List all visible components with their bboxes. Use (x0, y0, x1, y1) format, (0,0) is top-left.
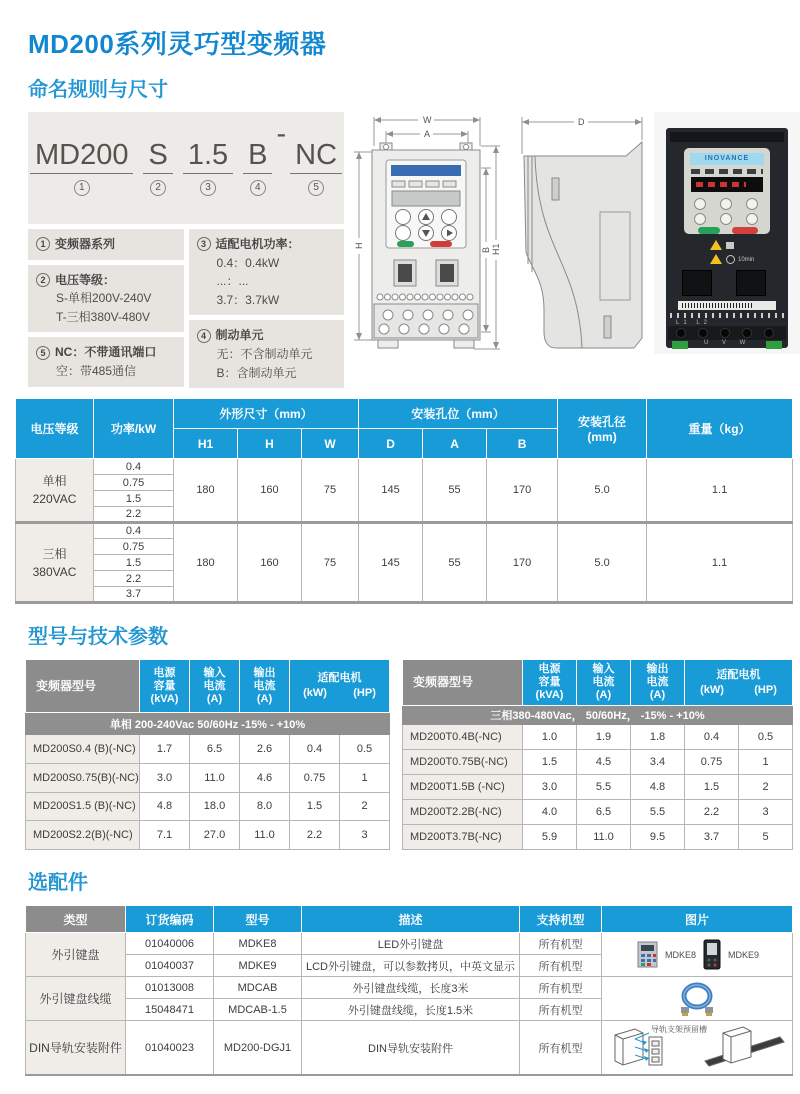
green-connector (766, 341, 782, 349)
value-cell: 5.9 (523, 825, 577, 850)
col-header-output: 输出 电流 (A) (631, 660, 685, 706)
model-cell: MDKE9 (214, 955, 302, 977)
stop-button-red (430, 241, 452, 247)
code-cell: 01040006 (126, 933, 214, 955)
barcode-lines (682, 303, 752, 308)
spec-table-three-phase (402, 659, 793, 850)
col-header-d: D (359, 429, 423, 459)
page-title: MD200系列灵巧型变频器 (28, 29, 327, 59)
naming-legend (28, 229, 344, 388)
power-cell: 1.5 (94, 555, 174, 571)
legend-brake (189, 320, 345, 388)
w-cell: 75 (302, 459, 359, 523)
col-header-type: 类型 (26, 906, 126, 933)
value-cell: 0.5 (340, 735, 390, 764)
status-indicators (691, 169, 763, 174)
value-cell: 1.5 (523, 750, 577, 775)
duration-label: 10min (738, 257, 755, 263)
table-row (403, 825, 793, 850)
legend-title: 变频器系列 (55, 237, 116, 251)
support-cell: 所有机型 (520, 933, 602, 955)
value-cell: 2.6 (240, 735, 290, 764)
col-header-output: 输出 电流 (A) (240, 660, 290, 713)
value-cell: 1.0 (523, 725, 577, 750)
col-header-holes: 安装孔位（mm） (359, 399, 558, 429)
code-cell: 01040037 (126, 955, 214, 977)
value-cell: 4.0 (523, 800, 577, 825)
model-cell: MDCAB (214, 977, 302, 999)
col-header-a: A (423, 429, 487, 459)
brand-label: INOVANCE (690, 153, 764, 165)
value-cell: 2 (739, 775, 793, 800)
value-cell: 0.4 (685, 725, 739, 750)
value-cell: 2 (340, 792, 390, 821)
table-row (26, 821, 390, 850)
segment-number: 3 (200, 180, 216, 196)
support-cell: 所有机型 (520, 955, 602, 977)
clock-icon (726, 255, 735, 264)
naming-segment (290, 140, 342, 196)
col-header-motor: 适配电机 (kW) (HP) (685, 660, 793, 706)
run-button-green (397, 241, 414, 247)
keypad-button (694, 198, 706, 210)
mdke9-keypad-image (700, 939, 724, 971)
value-cell: 4.8 (631, 775, 685, 800)
col-header-supported: 支持机型 (520, 906, 602, 933)
value-cell: 0.75 (290, 763, 340, 792)
value-cell: 11.0 (240, 821, 290, 850)
code-cell: 01013008 (126, 977, 214, 999)
keypad-button (720, 198, 732, 210)
book-icon (726, 242, 734, 249)
power-cell: 1.5 (94, 491, 174, 507)
segment-text: 1.5 (183, 140, 233, 174)
d-cell: 145 (359, 459, 423, 523)
model-cell: MD200T2.2B(-NC) (403, 800, 523, 825)
model-cell: MD200-DGJ1 (214, 1021, 302, 1076)
col-header-input: 输入 电流 (A) (577, 660, 631, 706)
mdke8-image-label: MDKE8 (664, 949, 696, 960)
din-rail-mounting-image (605, 1021, 790, 1071)
desc-cell: LED外引键盘 (302, 933, 520, 955)
col-header-model: 变频器型号 (26, 660, 140, 713)
value-cell: 8.0 (240, 792, 290, 821)
value-cell: 4.6 (240, 763, 290, 792)
model-cell: MDCAB-1.5 (214, 999, 302, 1021)
front-view-drawing (350, 112, 502, 354)
terminal-screw (698, 328, 708, 338)
col-header-picture: 图片 (602, 906, 793, 933)
segment-number: 2 (150, 180, 166, 196)
dimensions-table (15, 398, 793, 604)
legend-title: NC：不带通讯端口 (55, 345, 157, 360)
naming-column (28, 112, 344, 388)
d-cell: 145 (359, 523, 423, 603)
terminal-screw (742, 328, 752, 338)
dim-label-h: H (354, 242, 364, 249)
table-row (403, 750, 793, 775)
keypad-cable-image (676, 981, 718, 1017)
col-header-h: H (238, 429, 302, 459)
section-specs-title: 型号与技术参数 (28, 626, 168, 649)
inverter-front-outline (372, 143, 480, 348)
mdke8-keypad-image (635, 940, 661, 970)
value-cell: 0.5 (739, 725, 793, 750)
b-cell: 170 (487, 523, 558, 603)
col-header-input: 输入 电流 (A) (190, 660, 240, 713)
desc-cell: 外引键盘线缆，长度1.5米 (302, 999, 520, 1021)
power-cell: 0.4 (94, 523, 174, 539)
h-cell: 160 (238, 523, 302, 603)
model-cell: MD200S2.2(B)(-NC) (26, 821, 140, 850)
segment-text: NC (290, 140, 342, 174)
table-row (26, 735, 390, 764)
naming-segment (183, 140, 233, 196)
table-row (26, 763, 390, 792)
legend-number: 2 (36, 273, 50, 287)
model-naming-diagram (28, 112, 344, 224)
legend-number: 3 (197, 237, 211, 251)
value-cell: 3.0 (523, 775, 577, 800)
legend-line: 0.4：0.4kW (216, 255, 280, 270)
legend-left-column (28, 229, 184, 388)
desc-cell: LCD外引键盘，可以参数拷贝，中英文显示 (302, 955, 520, 977)
col-header-capacity: 电源 容量 (kVA) (523, 660, 577, 706)
keypad-blue-bar (391, 165, 461, 176)
picture-cell (602, 977, 793, 1021)
model-cell: MD200S0.75(B)(-NC) (26, 763, 140, 792)
model-cell: MD200T1.5B (-NC) (403, 775, 523, 800)
diameter-cell: 5.0 (558, 523, 647, 603)
accessories-table (25, 905, 793, 1076)
model-cell: MDKE8 (214, 933, 302, 955)
terminal-recess (736, 270, 766, 296)
voltage-class-banner: 单相 200-240Vac 50/60Hz -15% - +10% (26, 713, 390, 735)
terminal-screw (764, 328, 774, 338)
value-cell: 1 (739, 750, 793, 775)
b-cell: 170 (487, 459, 558, 523)
segment-text: B (243, 140, 272, 174)
table-row (26, 792, 390, 821)
value-cell: 1.8 (631, 725, 685, 750)
dim-label-b: B (481, 246, 491, 253)
type-cell: DIN导轨安装附件 (26, 1021, 126, 1076)
legend-right-column (189, 229, 345, 388)
value-cell: 6.5 (190, 735, 240, 764)
col-header-outline: 外形尺寸（mm） (174, 399, 359, 429)
warning-triangle-icon (710, 254, 722, 264)
h-cell: 160 (238, 459, 302, 523)
mdke9-image-label: MDKE9 (728, 949, 760, 960)
led-digits (696, 182, 746, 187)
keypad-button (694, 213, 706, 225)
legend-line: 3.7：3.7kW (216, 292, 280, 307)
value-cell: 27.0 (190, 821, 240, 850)
spec-table-single-phase (25, 659, 390, 850)
col-header-power: 功率/kW (94, 399, 174, 459)
power-cell: 0.75 (94, 475, 174, 491)
weight-cell: 1.1 (647, 523, 793, 603)
table-row (26, 977, 793, 999)
value-cell: 3.7 (685, 825, 739, 850)
naming-segment (30, 140, 134, 196)
warning-triangle-icon (710, 240, 722, 250)
value-cell: 5 (739, 825, 793, 850)
model-cell: MD200S1.5 (B)(-NC) (26, 792, 140, 821)
value-cell: 1.5 (290, 792, 340, 821)
power-cell: 2.2 (94, 571, 174, 587)
value-cell: 2.2 (290, 821, 340, 850)
table-row (16, 523, 793, 539)
value-cell: 0.4 (290, 735, 340, 764)
legend-number: 5 (36, 346, 50, 360)
value-cell: 4.5 (577, 750, 631, 775)
type-cell: 外引键盘 (26, 933, 126, 977)
weight-cell: 1.1 (647, 459, 793, 523)
value-cell: 1.5 (685, 775, 739, 800)
dim-label-d: D (578, 117, 585, 127)
power-cell: 0.4 (94, 459, 174, 475)
power-cell: 3.7 (94, 587, 174, 603)
legend-line: S-单相200V-240V (56, 291, 152, 306)
terminal-labels-bottom: U V W (704, 340, 752, 346)
w-cell: 75 (302, 523, 359, 603)
table-row (26, 1021, 793, 1076)
terminal-screw (720, 328, 730, 338)
segment-number: 1 (74, 180, 90, 196)
voltage-cell: 三相 380VAC (16, 523, 94, 603)
value-cell: 9.5 (631, 825, 685, 850)
value-cell: 3.4 (631, 750, 685, 775)
voltage-class-banner: 三相380-480Vac， 50/60Hz， -15% - +10% (403, 706, 793, 725)
a-cell: 55 (423, 459, 487, 523)
legend-line: 无：不含制动单元 (216, 346, 313, 361)
desc-cell: DIN导轨安装附件 (302, 1021, 520, 1076)
dim-label-w: W (423, 115, 432, 125)
value-cell: 11.0 (577, 825, 631, 850)
legend-title: 适配电机功率： (215, 237, 300, 251)
table-row (403, 775, 793, 800)
value-cell: 5.5 (577, 775, 631, 800)
spec-tables (25, 659, 792, 850)
naming-segment (243, 140, 272, 196)
legend-number: 4 (197, 329, 211, 343)
legend-comm (28, 337, 184, 386)
legend-line: ...：... (216, 274, 249, 289)
legend-line: 空：带485通信 (56, 363, 137, 378)
legend-line: B：含制动单元 (216, 365, 297, 380)
product-photo (654, 112, 800, 354)
naming-dash: - (276, 118, 287, 150)
col-header-w: W (302, 429, 359, 459)
din-callout-label: 导轨支架预留槽 (650, 1025, 707, 1035)
support-cell: 所有机型 (520, 999, 602, 1021)
col-header-model: 变频器型号 (403, 660, 523, 706)
terminal-recess (682, 270, 712, 296)
control-terminal-strip (670, 313, 784, 318)
vent-slots (670, 132, 784, 142)
value-cell: 1.7 (140, 735, 190, 764)
stop-button (732, 227, 758, 234)
col-header-description: 描述 (302, 906, 520, 933)
keypad-display (392, 191, 460, 206)
keypad-button (746, 198, 758, 210)
table-row (403, 800, 793, 825)
terminal-screw (676, 328, 686, 338)
col-header-b: B (487, 429, 558, 459)
support-cell: 所有机型 (520, 1021, 602, 1076)
keypad-button (746, 213, 758, 225)
legend-voltage (28, 265, 184, 333)
voltage-cell: 单相 220VAC (16, 459, 94, 523)
side-view-drawing (508, 112, 648, 354)
legend-title: 电压等级： (55, 272, 116, 287)
col-header-voltage: 电压等级 (16, 399, 94, 459)
terminal-labels-top: L1 L2 (676, 320, 712, 326)
legend-series (28, 229, 184, 260)
value-cell: 11.0 (190, 763, 240, 792)
code-cell: 15048471 (126, 999, 214, 1021)
value-cell: 3 (340, 821, 390, 850)
picture-cell (602, 933, 793, 977)
legend-motor-power (189, 229, 345, 315)
h1-cell: 180 (174, 459, 238, 523)
run-button (698, 227, 720, 234)
desc-cell: 外引键盘线缆，长度3米 (302, 977, 520, 999)
power-cell: 0.75 (94, 539, 174, 555)
value-cell: 5.5 (631, 800, 685, 825)
diameter-cell: 5.0 (558, 459, 647, 523)
value-cell: 4.8 (140, 792, 190, 821)
col-header-order-code: 订货编码 (126, 906, 214, 933)
table-row (26, 933, 793, 955)
model-cell: MD200T0.4B(-NC) (403, 725, 523, 750)
value-cell: 6.5 (577, 800, 631, 825)
segment-number: 5 (308, 180, 324, 196)
section-naming-title: 命名规则与尺寸 (28, 79, 168, 101)
model-cell: MD200T3.7B(-NC) (403, 825, 523, 850)
code-cell: 01040023 (126, 1021, 214, 1076)
col-header-h1: H1 (174, 429, 238, 459)
dim-label-a: A (424, 129, 431, 139)
type-cell: 外引键盘线缆 (26, 977, 126, 1021)
legend-title: 制动单元 (215, 328, 264, 343)
value-cell: 3 (739, 800, 793, 825)
col-header-model: 型号 (214, 906, 302, 933)
green-connector (672, 341, 688, 349)
naming-and-dimensions-block (28, 112, 792, 388)
segment-text: MD200 (30, 140, 134, 174)
value-cell: 3.0 (140, 763, 190, 792)
model-cell: MD200T0.75B(-NC) (403, 750, 523, 775)
table-row (403, 725, 793, 750)
col-header-motor: 适配电机 (kW) (HP) (290, 660, 390, 713)
col-header-weight: 重量（kg） (647, 399, 793, 459)
col-header-capacity: 电源 容量 (kVA) (140, 660, 190, 713)
value-cell: 18.0 (190, 792, 240, 821)
legend-line: T-三相380V-480V (56, 309, 151, 324)
dim-label-h1: H1 (491, 243, 501, 255)
inverter-side-outline (524, 142, 642, 348)
naming-segment (143, 140, 172, 196)
col-header-diameter: 安装孔径 (mm) (558, 399, 647, 459)
value-cell: 0.75 (685, 750, 739, 775)
value-cell: 1 (340, 763, 390, 792)
segment-number: 4 (250, 180, 266, 196)
value-cell: 2.2 (685, 800, 739, 825)
value-cell: 7.1 (140, 821, 190, 850)
keypad-button (720, 213, 732, 225)
model-cell: MD200S0.4 (B)(-NC) (26, 735, 140, 764)
table-row (16, 459, 793, 475)
legend-number: 1 (36, 237, 50, 251)
h1-cell: 180 (174, 523, 238, 603)
support-cell: 所有机型 (520, 977, 602, 999)
segment-text: S (143, 140, 172, 174)
picture-cell (602, 1021, 793, 1076)
power-cell: 2.2 (94, 507, 174, 523)
a-cell: 55 (423, 523, 487, 603)
section-accessories-title: 选配件 (28, 872, 88, 895)
value-cell: 1.9 (577, 725, 631, 750)
